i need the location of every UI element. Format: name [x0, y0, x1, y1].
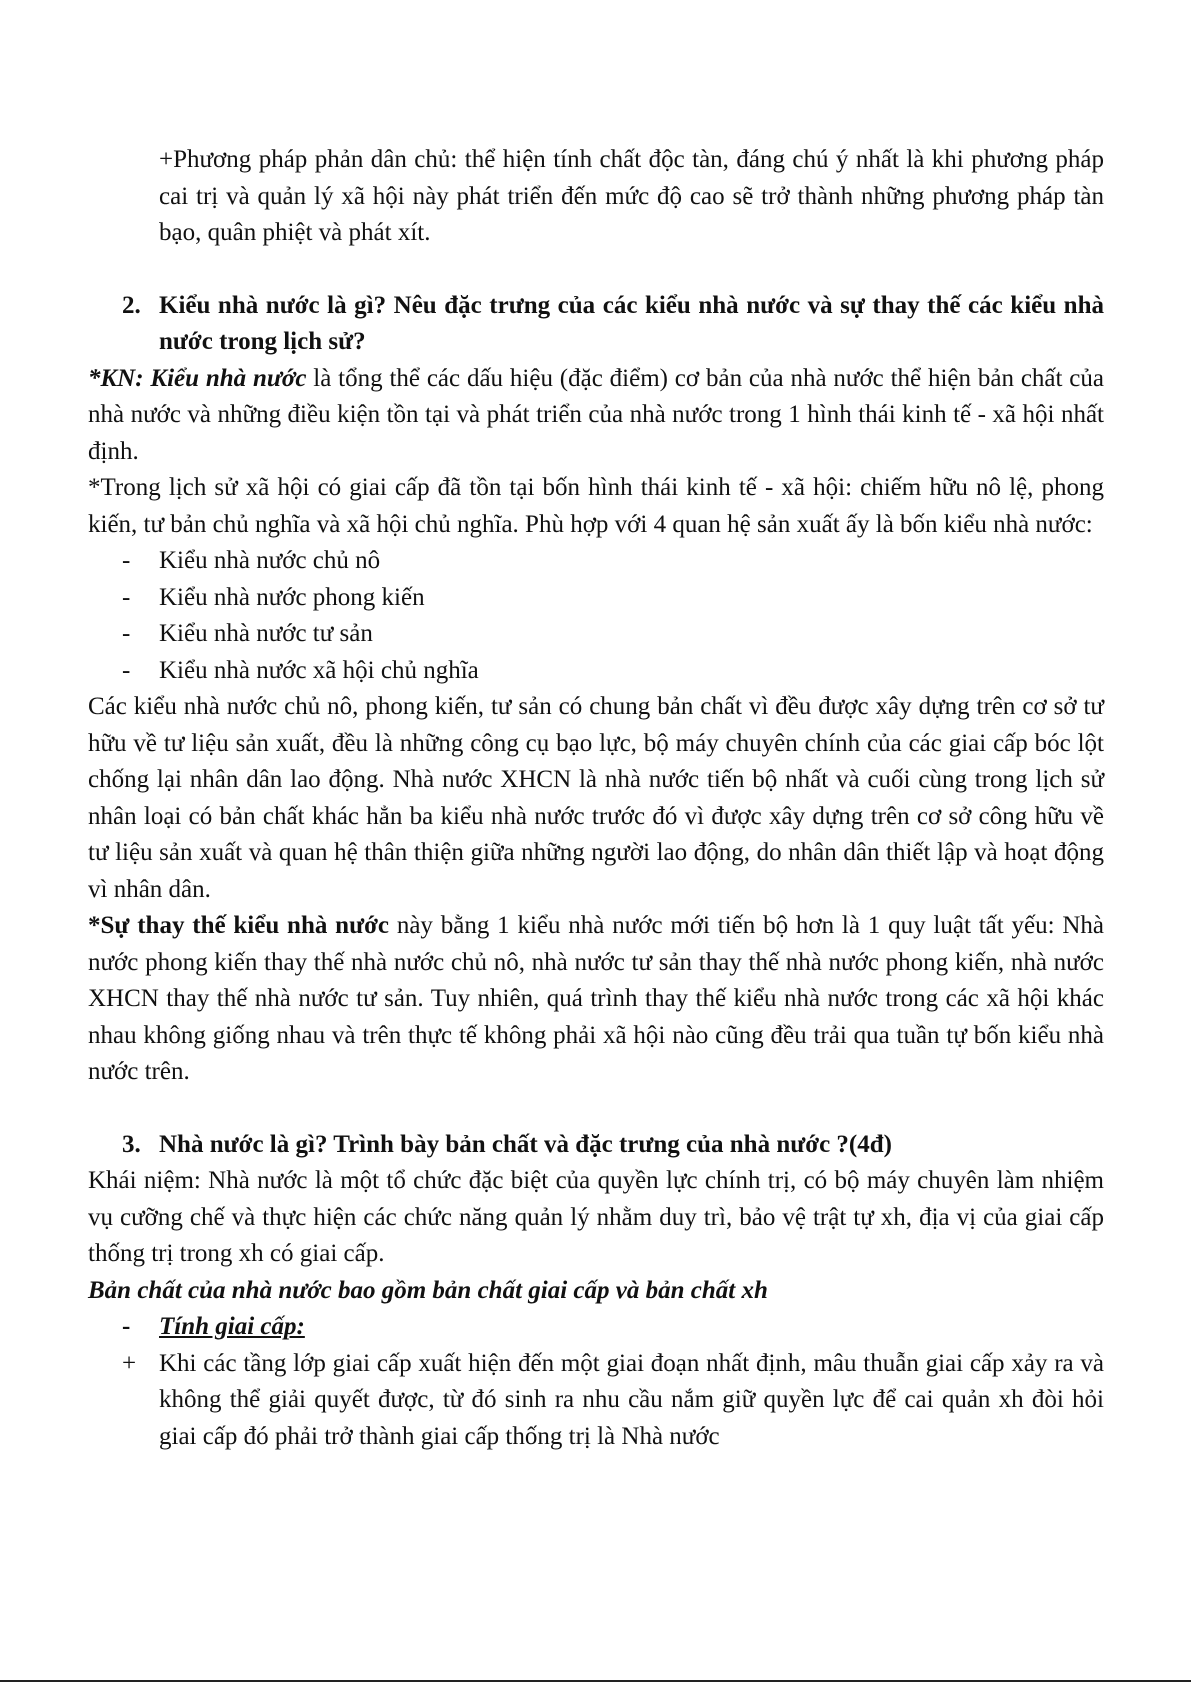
list-item: - Kiểu nhà nước phong kiến	[122, 580, 1104, 617]
list-item	[122, 1309, 1104, 1346]
list-item: - Kiểu nhà nước chủ nô	[122, 543, 1104, 580]
spacer	[88, 252, 1104, 288]
state-type-definition	[88, 361, 1104, 471]
replacement-paragraph	[88, 908, 1104, 1091]
section-2-heading	[122, 288, 1104, 361]
state-concept-paragraph: Khái niệm: Nhà nước là một tổ chức đặc biệt của quyền lực chính trị, có bộ máy chuyên làm nhiệm vụ cưỡng chế và thực hiện các chức năng quản lý nhằm duy trì, bảo vệ trật tự xh, địa vị của giai cấp thống trị trong xh có giai cấp.	[88, 1167, 1104, 1267]
definition-label: *KN: Kiểu nhà nước	[88, 364, 307, 392]
class-nature-point: Khi các tầng lớp giai cấp xuất hiện đến một giai đoạn nhất định, mâu thuẫn giai cấp xảy ra và không thể giải quyết được, từ đó sinh ra nhu cầu nắm giữ quyền lực để cai quản xh đòi hỏi giai cấp đó phải trở thành giai cấp thống trị là Nhà nước	[159, 1349, 1104, 1450]
dash-marker: -	[122, 620, 131, 647]
list-item	[122, 1346, 1104, 1456]
class-nature-label: Tính giai cấp:	[159, 1313, 305, 1340]
section-2-title: Kiểu nhà nước là gì? Nêu đặc trưng của các kiểu nhà nước và sự thay thế các kiểu nhà nước trong lịch sử?	[159, 291, 1104, 355]
spacer	[88, 1091, 1104, 1127]
dash-marker: -	[122, 656, 131, 684]
history-paragraph: *Trong lịch sử xã hội có giai cấp đã tồn tại bốn hình thái kinh tế - xã hội: chiếm hữu nô lệ, phong kiến, tư bản chủ nghĩa và xã hội chủ nghĩa. Phù hợp với 4 quan hệ sản xuất ấy là bốn kiểu nhà nước:	[88, 474, 1104, 538]
essence-heading: Bản chất của nhà nước bao gồm bản chất giai cấp và bản chất xh	[88, 1276, 768, 1304]
plus-marker: +	[122, 1349, 137, 1377]
dash-marker: -	[122, 583, 131, 611]
dash-marker: -	[122, 1313, 131, 1340]
antidemocratic-method-paragraph: +Phương pháp phản dân chủ: thể hiện tính chất độc tàn, đáng chú ý nhất là khi phương pháp cai trị và quản lý xã hội này phát triển đến mức độ cao sẽ trở thành những phương pháp tàn bạo, quân phiệt và phát xít.	[159, 146, 1104, 246]
list-item: - Kiểu nhà nước xã hội chủ nghĩa	[122, 653, 1104, 690]
section-2-number: 2.	[122, 291, 141, 319]
document-page	[88, 142, 1104, 1455]
replacement-text: này bằng 1 kiểu nhà nước mới tiến bộ hơn là 1 quy luật tất yếu: Nhà nước phong kiến thay thế nhà nước chủ nô, nhà nước tư sản thay thế nhà nước phong kiến, nhà nước XHCN thay thế nhà nước tư sản. Tuy nhiên, quá trình thay thế kiểu nhà nước trong các xã hội khác nhau không giống nhau và trên thực tế không phải xã hội nào cũng đều trải qua tuần tự bốn kiểu nhà nước trên.	[88, 912, 1104, 1085]
dash-marker: -	[122, 547, 131, 574]
state-types-list	[88, 543, 1104, 689]
section-3-title: Nhà nước là gì? Trình bày bản chất và đặc trưng của nhà nước ?(4đ)	[159, 1130, 892, 1158]
nature-paragraph: Các kiểu nhà nước chủ nô, phong kiến, tư sản có chung bản chất vì đều được xây dựng trên cơ sở tư hữu về tư liệu sản xuất, đều là những công cụ bạo lực, bộ máy chuyên chính của các giai cấp bóc lột chống lại nhân dân lao động. Nhà nước XHCN là nhà nước tiến bộ nhất và cuối cùng trong lịch sử nhân loại có bản chất khác hẳn ba kiểu nhà nước trước đó vì được xây dựng trên cơ sở công hữu về tư liệu sản xuất và quan hệ thân thiện giữa những người lao động, do nhân dân thiết lập và hoạt động vì nhân dân.	[88, 693, 1104, 903]
definition-text: là tổng thể các dấu hiệu (đặc điểm) cơ bản của nhà nước thể hiện bản chất của nhà nước và những điều kiện tồn tại và phát triển của nhà nước trong 1 hình thái kinh tế - xã hội nhất định.	[88, 364, 1104, 465]
section-3-number: 3.	[122, 1130, 141, 1158]
class-nature-list	[88, 1309, 1104, 1455]
section-3-heading	[122, 1127, 1104, 1164]
page-bottom-border	[0, 1680, 1191, 1682]
replacement-label: *Sự thay thế kiểu nhà nước	[88, 912, 390, 939]
list-item: - Kiểu nhà nước tư sản	[122, 616, 1104, 653]
